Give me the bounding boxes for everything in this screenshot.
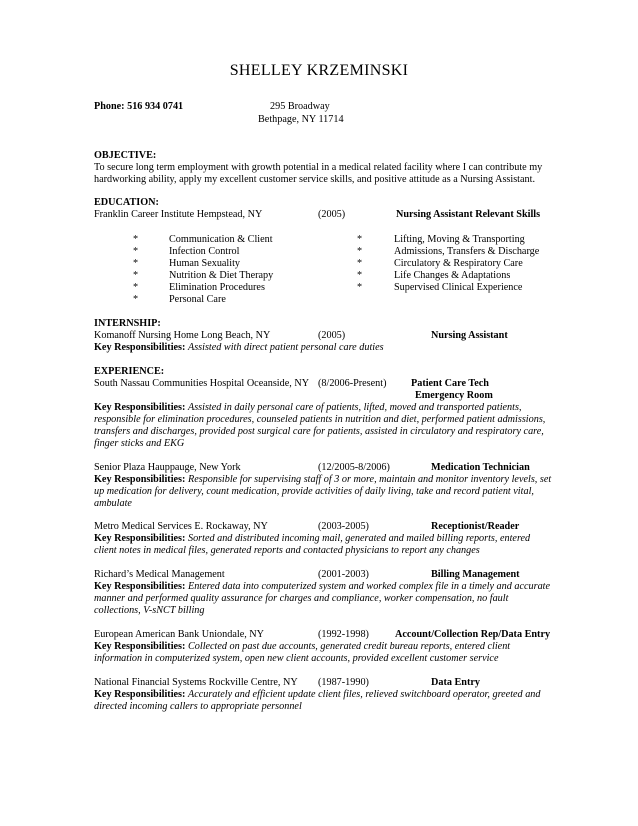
kr-text: transfers and discharges, provided post surgical care for patients, assisted in circulatory and respiratory care, — [94, 426, 544, 437]
skill-item: Circulatory & Respiratory Care — [394, 258, 523, 269]
kr-text: Collected on past due accounts, generated credit bureau reports, entered client — [187, 641, 511, 652]
bullet: * — [133, 270, 139, 281]
job-place: Richard’s Medical Management — [94, 569, 225, 580]
job-place: Senior Plaza Hauppauge, New York — [94, 462, 241, 473]
job-dates: (1992-1998) — [318, 629, 369, 640]
kr-text: Sorted and distributed incoming mail, generated and mailed billing reports, entered — [187, 533, 531, 544]
address-line-1: 295 Broadway — [270, 101, 330, 112]
skill-item: Communication & Client — [169, 234, 273, 245]
job-place: European American Bank Uniondale, NY — [94, 629, 265, 640]
kr-text: Assisted with direct patient personal care duties — [187, 342, 384, 353]
internship-title: Nursing Assistant — [431, 330, 508, 341]
objective-heading: OBJECTIVE: — [94, 150, 157, 161]
kr-text: collections, V-sNCT billing — [94, 605, 205, 616]
job-title: Billing Management — [431, 569, 520, 580]
skill-item: Lifting, Moving & Transporting — [394, 234, 525, 245]
kr-label: Key Responsibilities: — [94, 641, 186, 652]
kr-text: up medication for delivery, count medication, provide activities of daily living, take and record patient vital, — [94, 486, 534, 497]
education-school: Franklin Career Institute Hempstead, NY — [94, 209, 263, 220]
job-place: National Financial Systems Rockville Centre, NY — [94, 677, 298, 688]
kr-text: Responsible for supervising staff of 3 or more, maintain and monitor inventory levels, set — [187, 474, 552, 485]
job-place: South Nassau Communities Hospital Oceanside, NY — [94, 378, 310, 389]
job-title: Receptionist/Reader — [431, 521, 520, 532]
kr-text: responsible for elimination procedures, counseled patients in nutrition and diet, performed patient admissions, — [94, 414, 546, 425]
job-place: Metro Medical Services E. Rockaway, NY — [94, 521, 268, 532]
job-title: Medication Technician — [431, 462, 530, 473]
internship-year: (2005) — [318, 330, 346, 341]
job-title: Account/Collection Rep/Data Entry — [395, 629, 551, 640]
internship-heading: INTERNSHIP: — [94, 318, 161, 329]
skill-item: Nutrition & Diet Therapy — [169, 270, 274, 281]
kr-text: finger sticks and EKG — [94, 438, 185, 449]
kr-text: information in computerized system, open new client accounts, provided excellent customer service — [94, 653, 499, 664]
job-title-2: Emergency Room — [415, 390, 493, 401]
kr-text: manner and performed quality assurance for charges and compliance, worker compensation, no fault — [94, 593, 509, 604]
phone: Phone: 516 934 0741 — [94, 101, 184, 112]
experience-heading: EXPERIENCE: — [94, 366, 165, 377]
education-program: Nursing Assistant Relevant Skills — [396, 209, 541, 220]
kr-text: ambulate — [94, 498, 132, 509]
objective-line: hardworking ability, apply my excellent customer service skills, and positive attitude as a Nursing Assistant. — [94, 174, 535, 185]
objective-line: To secure long term employment with growth potential in a medical related facility where I can contribute my — [94, 162, 543, 173]
bullet: * — [357, 234, 363, 245]
address-line-2: Bethpage, NY 11714 — [258, 114, 344, 125]
education-heading: EDUCATION: — [94, 197, 159, 208]
internship-place: Komanoff Nursing Home Long Beach, NY — [94, 330, 271, 341]
skill-item: Elimination Procedures — [169, 282, 265, 293]
kr-text: client notes in medical files, generated reports and contacted physicians to report any changes — [94, 545, 480, 556]
bullet: * — [133, 258, 139, 269]
kr-text: Entered data into computerized system and worked complex file in a timely and accurate — [187, 581, 551, 592]
skill-item: Personal Care — [169, 294, 226, 305]
skill-item: Infection Control — [169, 246, 240, 257]
skill-item: Human Sexuality — [169, 258, 241, 269]
bullet: * — [133, 246, 139, 257]
key-responsibilities — [94, 641, 510, 653]
job-dates: (2001-2003) — [318, 569, 369, 580]
kr-text: Assisted in daily personal care of patients, lifted, moved and transported patients, — [187, 402, 522, 413]
bullet: * — [357, 258, 363, 269]
bullet: * — [357, 282, 363, 293]
bullet: * — [133, 294, 139, 305]
key-responsibilities — [94, 342, 384, 354]
job-dates: (8/2006-Present) — [318, 378, 387, 389]
kr-label: Key Responsibilities: — [94, 474, 186, 485]
key-responsibilities — [94, 689, 540, 701]
bullet: * — [133, 282, 139, 293]
kr-label: Key Responsibilities: — [94, 689, 186, 700]
candidate-name: SHELLEY KRZEMINSKI — [229, 62, 409, 79]
key-responsibilities — [94, 533, 530, 545]
bullet: * — [357, 270, 363, 281]
job-dates: (2003-2005) — [318, 521, 369, 532]
job-title: Data Entry — [431, 677, 480, 688]
job-dates: (1987-1990) — [318, 677, 369, 688]
kr-label: Key Responsibilities: — [94, 533, 186, 544]
skill-item: Supervised Clinical Experience — [394, 282, 523, 293]
job-dates: (12/2005-8/2006) — [318, 462, 390, 473]
skill-item: Life Changes & Adaptations — [394, 270, 511, 281]
kr-label: Key Responsibilities: — [94, 342, 186, 353]
kr-label: Key Responsibilities: — [94, 581, 186, 592]
key-responsibilities — [94, 581, 550, 593]
skill-item: Admissions, Transfers & Discharge — [394, 246, 540, 257]
bullet: * — [133, 234, 139, 245]
job-title: Patient Care Tech — [411, 378, 489, 389]
key-responsibilities — [94, 402, 522, 414]
bullet: * — [357, 246, 363, 257]
key-responsibilities — [94, 474, 551, 486]
education-year: (2005) — [318, 209, 346, 220]
kr-label: Key Responsibilities: — [94, 402, 186, 413]
kr-text: directed incoming callers to appropriate personnel — [94, 701, 302, 712]
kr-text: Accurately and efficient update client files, relieved switchboard operator, greeted and — [187, 689, 541, 700]
